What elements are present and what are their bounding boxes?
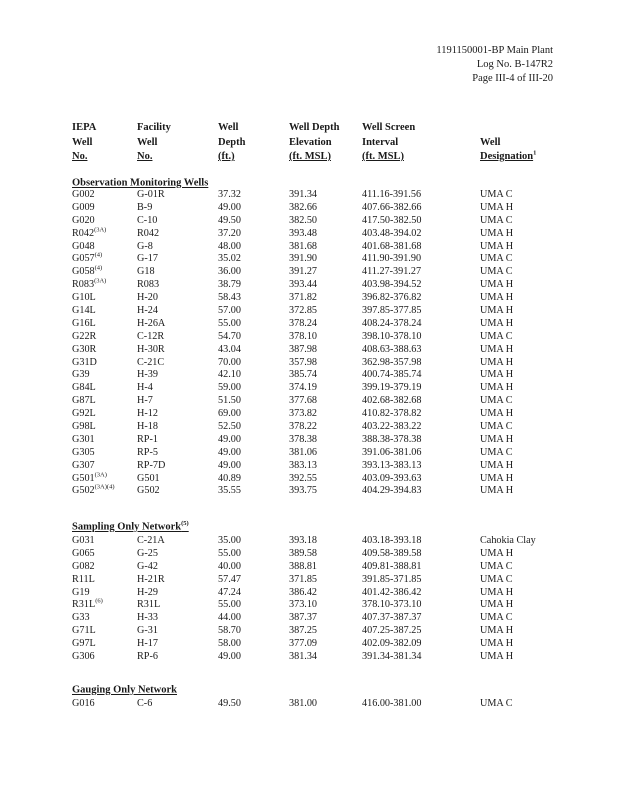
depth-elevation-cell: 383.13 [289,459,318,471]
depth-elevation-cell: 377.09 [289,638,318,650]
table-row [0,460,618,473]
screen-interval-cell: 407.37-387.37 [362,612,422,624]
iepa-well-no-cell: G009 [72,201,95,213]
designation-cell: UMA H [480,408,514,420]
iepa-well-no-cell: G22R [72,330,97,342]
footnote-ref: (3A) [94,226,107,234]
well-depth-cell: 49.00 [218,433,241,445]
well-depth-cell: 49.00 [218,446,241,458]
facility-well-no-cell: G18 [137,266,155,278]
designation-cell: UMA H [480,459,514,471]
well-depth-cell: 59.00 [218,382,241,394]
depth-elevation-cell: 381.68 [289,240,318,252]
well-depth-cell: 54.70 [218,330,241,342]
depth-elevation-cell: 387.25 [289,625,318,637]
facility-well-no-cell: G-8 [137,240,153,252]
designation-cell: UMA H [480,472,514,484]
well-depth-cell: 55.00 [218,599,241,611]
depth-elevation-cell: 378.10 [289,330,318,342]
iepa-well-no-cell: R31L$^{(6)}$ [72,598,103,611]
well-depth-cell: 57.00 [218,305,241,317]
iepa-well-no-cell: G501$^{(3A)}$ [72,471,107,484]
designation-cell: UMA H [480,343,514,355]
facility-well-no-cell: G502 [137,485,160,497]
screen-interval-cell: 408.24-378.24 [362,317,422,329]
col-well-depth-elevation: Well Depth Elevation (ft. MSL) [289,122,340,162]
depth-elevation-cell: 391.34 [289,189,318,200]
table-row [0,651,618,664]
iepa-well-no-cell: G002 [72,189,95,200]
screen-interval-cell: 396.82-376.82 [362,292,422,304]
depth-elevation-cell: 393.18 [289,535,318,546]
depth-elevation-cell: 371.85 [289,573,318,585]
designation-cell: UMA H [480,292,514,304]
table-row [0,253,618,266]
screen-interval-cell: 393.13-383.13 [362,459,422,471]
well-depth-cell: 38.79 [218,279,241,291]
depth-elevation-cell: 374.19 [289,382,318,394]
screen-interval-cell: 388.38-378.38 [362,433,422,445]
iepa-well-no-cell: G71L [72,625,96,637]
facility-well-no-cell: H-18 [137,421,158,433]
iepa-well-no-cell: G306 [72,651,95,663]
table-row [0,535,618,548]
facility-well-no-cell: C-21A [137,535,165,546]
facility-well-no-cell: H-29 [137,586,158,598]
designation-cell: UMA H [480,547,514,559]
well-depth-cell: 37.32 [218,189,241,200]
designation-cell: UMA H [480,317,514,329]
screen-interval-cell: 403.48-394.02 [362,227,422,239]
depth-elevation-cell: 381.00 [289,698,318,709]
depth-elevation-cell: 391.90 [289,253,318,265]
iepa-well-no-cell: G97L [72,638,96,650]
well-depth-cell: 57.47 [218,573,241,585]
facility-well-no-cell: R042 [137,227,160,239]
designation-cell: UMA C [480,698,513,709]
depth-elevation-cell: 386.42 [289,586,318,598]
table-row [0,599,618,612]
footnote-ref: (3A) [94,277,107,285]
screen-interval-cell: 400.74-385.74 [362,369,422,381]
iepa-well-no-cell: G048 [72,240,95,252]
depth-elevation-cell: 388.81 [289,560,318,572]
screen-interval-cell: 409.81-388.81 [362,560,422,572]
well-depth-cell: 40.00 [218,560,241,572]
well-depth-cell: 52.50 [218,421,241,433]
iepa-well-no-cell: G065 [72,547,95,559]
well-depth-cell: 35.00 [218,535,241,546]
designation-cell: UMA C [480,612,513,624]
table-row [0,344,618,357]
facility-well-no-cell: R31L [137,599,161,611]
facility-well-no-cell: R083 [137,279,160,291]
table-row [0,318,618,331]
facility-well-no-cell: RP-7D [137,459,166,471]
iepa-well-no-cell: G020 [72,214,95,226]
designation-cell: UMA H [480,625,514,637]
footnote-ref: (3A)(4) [94,484,115,492]
designation-cell: UMA H [480,586,514,598]
designation-cell: UMA H [480,305,514,317]
table-row [0,473,618,486]
iepa-well-no-cell: G98L [72,421,96,433]
well-depth-cell: 49.00 [218,201,241,213]
designation-cell: UMA C [480,266,513,278]
table-row [0,369,618,382]
facility-well-no-cell: G501 [137,472,160,484]
facility-well-no-cell: H-7 [137,395,153,407]
table-row [0,485,618,498]
facility-well-no-cell: G-25 [137,547,158,559]
section-title-observation: Observation Monitoring Wells [72,177,209,189]
footnote-ref: (6) [95,598,103,606]
iepa-well-no-cell: G301 [72,433,95,445]
table-row [0,587,618,600]
designation-cell: UMA H [480,382,514,394]
well-depth-cell: 47.24 [218,586,241,598]
col-iepa-well-no: IEPA Well No. [72,122,97,162]
facility-well-no-cell: G-31 [137,625,158,637]
well-depth-cell: 49.00 [218,651,241,663]
screen-interval-cell: 407.25-387.25 [362,625,422,637]
screen-interval-cell: 399.19-379.19 [362,382,422,394]
facility-well-no-cell: G-17 [137,253,158,265]
iepa-well-no-cell: G16L [72,317,96,329]
iepa-well-no-cell: G31D [72,356,97,368]
screen-interval-cell: 411.16-391.56 [362,189,422,200]
well-depth-cell: 42.10 [218,369,241,381]
footnote-ref: (4) [94,264,103,272]
well-depth-cell: 58.00 [218,638,241,650]
facility-well-no-cell: H-4 [137,382,153,394]
depth-elevation-cell: 382.66 [289,201,318,213]
observation-wells-list [0,189,618,498]
well-depth-cell: 35.02 [218,253,241,265]
designation-cell: UMA H [480,279,514,291]
facility-well-no-cell: H-17 [137,638,158,650]
table-row [0,421,618,434]
table-row [0,408,618,421]
page-number: Page III-4 of III-20 [472,73,553,84]
well-depth-cell: 70.00 [218,356,241,368]
table-row [0,574,618,587]
designation-cell: UMA H [480,369,514,381]
screen-interval-cell: 409.58-389.58 [362,547,422,559]
table-row [0,638,618,651]
well-depth-cell: 49.50 [218,214,241,226]
screen-interval-cell: 401.42-386.42 [362,586,422,598]
screen-interval-cell: 401.68-381.68 [362,240,422,252]
well-depth-cell: 35.55 [218,485,241,497]
facility-well-no-cell: H-33 [137,612,158,624]
screen-interval-cell: 402.09-382.09 [362,638,422,650]
depth-elevation-cell: 387.37 [289,612,318,624]
well-depth-cell: 40.89 [218,472,241,484]
screen-interval-cell: 378.10-373.10 [362,599,422,611]
facility-well-no-cell: RP-1 [137,433,158,445]
depth-elevation-cell: 385.74 [289,369,318,381]
screen-interval-cell: 411.90-391.90 [362,253,422,265]
screen-interval-cell: 411.27-391.27 [362,266,422,278]
screen-interval-cell: 362.98-357.98 [362,356,422,368]
facility-well-no-cell: B-9 [137,201,153,213]
iepa-well-no-cell: R042$^{(3A)}$ [72,226,107,239]
depth-elevation-cell: 392.55 [289,472,318,484]
col-well-depth: Well Depth (ft.) [218,122,246,162]
table-row [0,447,618,460]
facility-well-no-cell: H-26A [137,317,166,329]
iepa-well-no-cell: G84L [72,382,96,394]
table-row [0,434,618,447]
table-row [0,612,618,625]
iepa-well-no-cell: R11L [72,573,95,585]
table-column-headers [0,121,618,165]
table-row [0,279,618,292]
designation-cell: UMA C [480,330,513,342]
facility-well-no-cell: H-24 [137,305,158,317]
iepa-well-no-cell: G92L [72,408,96,420]
depth-elevation-cell: 371.82 [289,292,318,304]
page-header [293,44,553,86]
well-depth-cell: 44.00 [218,612,241,624]
designation-cell: UMA H [480,201,514,213]
iepa-well-no-cell: R083$^{(3A)}$ [72,277,107,291]
iepa-well-no-cell: G502$^{(3A)(4)}$ [72,484,115,497]
facility-well-no-cell: H-21R [137,573,165,585]
footnote-ref: (4) [94,252,103,260]
iepa-well-no-cell: G10L [72,292,96,304]
screen-interval-cell: 416.00-381.00 [362,698,422,709]
designation-cell: UMA H [480,485,514,497]
well-depth-cell: 36.00 [218,266,241,278]
sampling-wells-list [0,535,618,664]
well-depth-cell: 55.00 [218,317,241,329]
iepa-well-no-cell: G016 [72,698,95,709]
designation-cell: UMA C [480,421,513,433]
well-depth-cell: 49.50 [218,698,241,709]
iepa-well-no-cell: G19 [72,586,90,598]
table-row [0,395,618,408]
table-row [0,228,618,241]
project-id: 1191150001-BP Main Plant [436,45,553,56]
iepa-well-no-cell: G39 [72,369,90,381]
facility-well-no-cell: H-30R [137,343,165,355]
screen-interval-cell: 407.66-382.66 [362,201,422,213]
log-number: Log No. B-147R2 [476,59,553,70]
depth-elevation-cell: 393.48 [289,227,318,239]
screen-interval-cell: 403.09-393.63 [362,472,422,484]
table-row [0,292,618,305]
table-row [0,698,618,711]
designation-cell: Cahokia Clay [480,535,536,546]
depth-elevation-cell: 381.34 [289,651,318,663]
gauging-wells-list [0,698,618,711]
footnote-ref: (3A) [94,471,107,479]
well-depth-cell: 43.04 [218,343,241,355]
well-depth-cell: 49.00 [218,459,241,471]
facility-well-no-cell: C-10 [137,214,158,226]
designation-cell: UMA H [480,433,514,445]
screen-interval-cell: 391.06-381.06 [362,446,422,458]
designation-cell: UMA C [480,253,513,265]
iepa-well-no-cell: G307 [72,459,95,471]
facility-well-no-cell: H-39 [137,369,158,381]
screen-interval-cell: 403.22-383.22 [362,421,422,433]
screen-interval-cell: 404.29-394.83 [362,485,422,497]
table-row [0,625,618,638]
depth-elevation-cell: 372.85 [289,305,318,317]
table-row [0,305,618,318]
depth-elevation-cell: 391.27 [289,266,318,278]
iepa-well-no-cell: G14L [72,305,96,317]
screen-interval-cell: 408.63-388.63 [362,343,422,355]
iepa-well-no-cell: G87L [72,395,96,407]
depth-elevation-cell: 373.82 [289,408,318,420]
well-depth-cell: 58.70 [218,625,241,637]
well-depth-cell: 37.20 [218,227,241,239]
depth-elevation-cell: 378.38 [289,433,318,445]
designation-cell: UMA C [480,560,513,572]
iepa-well-no-cell: G057$^{(4)}$ [72,252,103,265]
well-depth-cell: 69.00 [218,408,241,420]
screen-interval-cell: 410.82-378.82 [362,408,422,420]
depth-elevation-cell: 387.98 [289,343,318,355]
table-row [0,382,618,395]
designation-cell: UMA C [480,446,513,458]
facility-well-no-cell: H-20 [137,292,158,304]
facility-well-no-cell: RP-5 [137,446,158,458]
designation-cell: UMA H [480,227,514,239]
section-title-sampling: Sampling Only Network$^{(5)}$ [72,520,189,533]
designation-cell: UMA H [480,240,514,252]
depth-elevation-cell: 357.98 [289,356,318,368]
well-depth-cell: 58.43 [218,292,241,304]
depth-elevation-cell: 377.68 [289,395,318,407]
depth-elevation-cell: 373.10 [289,599,318,611]
col-well-designation: Well Designation$^1$ [480,136,537,162]
designation-cell: UMA C [480,395,513,407]
table-row [0,189,618,202]
facility-well-no-cell: H-12 [137,408,158,420]
screen-interval-cell: 417.50-382.50 [362,214,422,226]
screen-interval-cell: 391.34-381.34 [362,651,422,663]
iepa-well-no-cell: G33 [72,612,90,624]
screen-interval-cell: 391.85-371.85 [362,573,422,585]
designation-cell: UMA H [480,651,514,663]
facility-well-no-cell: G-01R [137,189,165,200]
screen-interval-cell: 402.68-382.68 [362,395,422,407]
designation-cell: UMA H [480,599,514,611]
iepa-well-no-cell: G305 [72,446,95,458]
depth-elevation-cell: 378.24 [289,317,318,329]
facility-well-no-cell: C-12R [137,330,165,342]
designation-cell: UMA H [480,638,514,650]
table-row [0,215,618,228]
iepa-well-no-cell: G058$^{(4)}$ [72,264,103,278]
screen-interval-cell: 398.10-378.10 [362,330,422,342]
facility-well-no-cell: C-21C [137,356,165,368]
table-row [0,202,618,215]
iepa-well-no-cell: G082 [72,560,95,572]
depth-elevation-cell: 382.50 [289,214,318,226]
designation-cell: UMA C [480,189,513,200]
col-well-screen-interval: Well Screen Interval (ft. MSL) [362,122,416,162]
well-depth-cell: 48.00 [218,240,241,252]
designation-cell: UMA C [480,214,513,226]
table-row [0,241,618,254]
well-depth-cell: 55.00 [218,547,241,559]
table-row [0,331,618,344]
screen-interval-cell: 403.18-393.18 [362,535,422,546]
depth-elevation-cell: 393.44 [289,279,318,291]
designation-cell: UMA C [480,573,513,585]
well-depth-cell: 51.50 [218,395,241,407]
facility-well-no-cell: RP-6 [137,651,158,663]
designation-cell: UMA H [480,356,514,368]
table-row [0,548,618,561]
depth-elevation-cell: 389.58 [289,547,318,559]
table-row [0,357,618,370]
table-row [0,266,618,279]
table-row [0,561,618,574]
screen-interval-cell: 403.98-394.52 [362,279,422,291]
iepa-well-no-cell: G30R [72,343,97,355]
section-title-gauging: Gauging Only Network [72,684,178,696]
iepa-well-no-cell: G031 [72,535,95,546]
facility-well-no-cell: G-42 [137,560,158,572]
col-facility-well-no: Facility Well No. [137,122,171,162]
depth-elevation-cell: 381.06 [289,446,318,458]
screen-interval-cell: 397.85-377.85 [362,305,422,317]
depth-elevation-cell: 393.75 [289,485,318,497]
facility-well-no-cell: C-6 [137,698,153,709]
depth-elevation-cell: 378.22 [289,421,318,433]
